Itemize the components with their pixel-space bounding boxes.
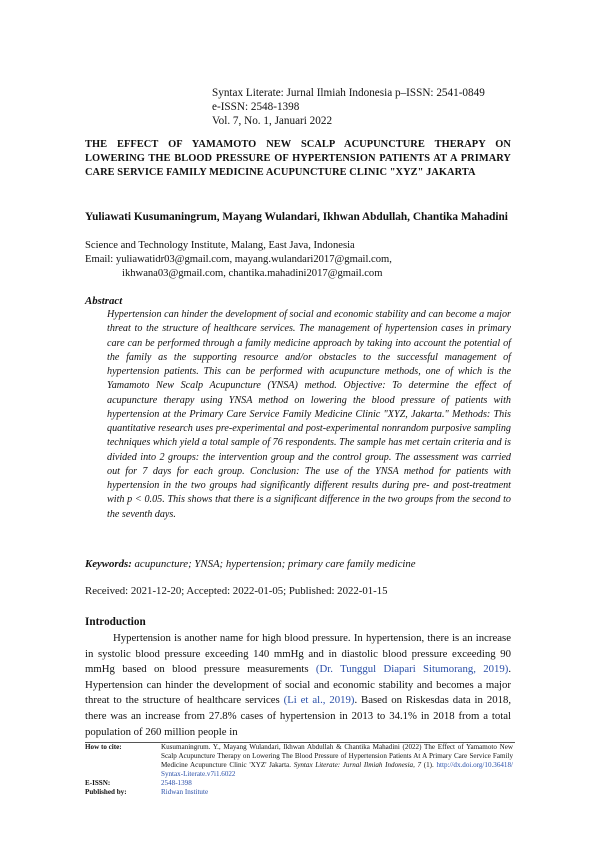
eissn-label: E-ISSN: [85,779,111,788]
how-to-cite-row [85,743,515,779]
citation-footer [85,742,515,798]
abstract-text: Hypertension can hinder the development of social and economic stability and can become a major threat to the structure of healthcare services. The management of hypertension cases in primary care can be performed through a family medicine approach by taking into account the potential of the family as the supporting resource and/or obstacles to the successful management of hypertension patients. This can be performed with acupuncture methods, one of which is the Yamamoto New Scalp Acupuncture (YNSA) method. Objective: To determine the effect of acupuncture therapy using YNSA method on lowering the blood pressure of patients with hypertension at the Primary Care Service Family Medicine Clinic "XYZ, Jakarta." Methods: This quantitative research uses pre-experimental and post-experimental nonrandom purposive sampling techniques which yield a total sample of 76 respondents. The sample has met certain criteria and is divided into 2 groups: the intervention group and the control group. The assessment was carried out for 7 days for each group. Conclusion: The use of the YNSA method for patients with hypertension in the two groups had significantly different results during pre- and post-treatment with p < 0.05. This shows that there is a significant difference in the two groups from the second to the seventh days. [107,309,511,520]
how-to-cite-value [161,743,513,779]
journal-name-line: Syntax Literate: Jurnal Ilmiah Indonesia p–ISSN: 2541-0849 [212,87,485,99]
publication-dates: Received: 2021-12-20; Accepted: 2022-01-05; Published: 2022-01-15 [85,585,388,597]
email-line-2: ikhwana03@gmail.com, chantika.mahadini2017@gmail.com [122,268,383,280]
keywords-text: acupuncture; YNSA; hypertension; primary care family medicine [134,558,416,570]
how-to-cite-issue: (1). [421,761,437,770]
eissn-line: e-ISSN: 2548-1398 [212,101,300,114]
eissn-row [85,779,515,788]
how-to-cite-label: How to cite: [85,743,122,751]
eissn-value[interactable]: 2548-1398 [161,779,192,788]
doi-link[interactable]: http://dx.doi.org/10.36418/ Syntax-Literate.v7i1.6022 [161,761,513,779]
journal-header [212,86,542,129]
how-to-cite-text: Kusumaningrum. Y., Mayang Wulandari, Ikhwan Abdullah & Chantika Mahadini (2022) The Effect of Yamamoto New Scalp Acupuncture Therapy on Lowering The Blood Pressure of Hypertension Patients At A Primary Care Service Family Medicine Acupuncture Clinic 'XYZ' Jakarta. [161,743,513,770]
publisher-label: Published by: [85,788,127,797]
keywords-line [85,557,515,571]
citation-link-1[interactable]: (Dr. Tunggul Diapari Situmorang, 2019) [315,663,509,676]
abstract-heading: Abstract [85,295,123,307]
introduction-paragraph [85,631,511,740]
citation-link-2[interactable]: (Li et al., 2019) [283,694,355,707]
author-list: Yuliawati Kusumaningrum, Mayang Wulandari, Ikhwan Abdullah, Chantika Mahadini [85,211,508,223]
volume-line: Vol. 7, No. 1, Januari 2022 [212,115,333,128]
introduction-heading: Introduction [85,616,146,628]
publisher-row [85,788,515,797]
paper-title: THE EFFECT OF YAMAMOTO NEW SCALP ACUPUNCTURE THERAPY ON LOWERING THE BLOOD PRESSURE OF HYPERTENSION PATIENTS AT A PRIMARY CARE SERVICE FAMILY MEDICINE ACUPUNCTURE CLINIC "XYZ" JAKARTA [85,139,511,179]
intro-text-3: . Based on Riskesdas data in 2018, there was an increase from 27.8% cases of hypertension in 2013 to 34.1% in 2018 from a total population of 260 million people in [85,694,512,738]
publisher-value[interactable]: Ridwan Institute [161,788,209,797]
how-to-cite-journal: Syntax Literate: Jurnal Ilmiah Indonesia, 7 [293,761,422,770]
intro-text-2: . Hypertension can hinder the development of social and economic stability and becomes a major threat to the structure of healthcare services [85,663,511,707]
email-line-1: Email: yuliawatidr03@gmail.com, mayang.wulandari2017@gmail.com, [85,254,392,265]
intro-text-1: Hypertension is another name for high blood pressure. In hypertension, there is an increase in systolic blood pressure exceeding 140 mmHg and in diastolic blood pressure exceeding 90 mmHg based on blood pressure measurements [85,632,511,676]
keywords-label: Keywords: [85,558,132,570]
affiliation: Science and Technology Institute, Malang, East Java, Indonesia [85,240,355,251]
email-block [85,253,515,282]
